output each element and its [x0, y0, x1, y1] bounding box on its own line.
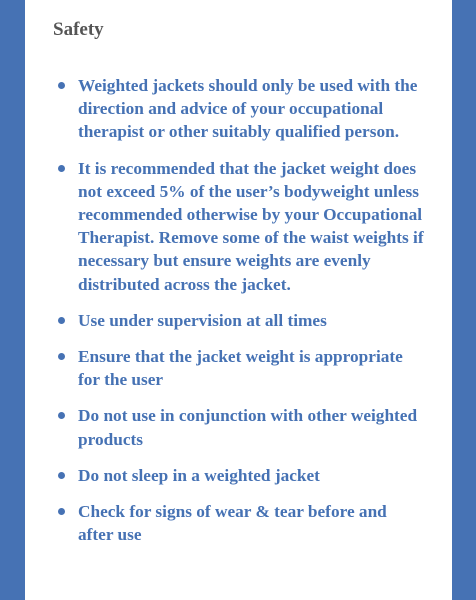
- bullet-icon: [58, 412, 65, 419]
- list-item-text: Do not use in conjunction with other weighted products: [78, 406, 418, 449]
- list-item-text: Do not sleep in a weighted jacket: [78, 465, 320, 485]
- section-heading: Safety: [53, 19, 104, 40]
- list-item: [53, 309, 425, 332]
- list-item: [53, 500, 425, 546]
- list-item-text: Check for signs of wear & tear before and after use: [78, 502, 387, 545]
- bullet-icon: [58, 508, 65, 515]
- list-item: [53, 74, 425, 144]
- bullet-icon: [58, 165, 65, 172]
- list-item-text: Ensure that the jacket weight is appropriate for the user: [78, 347, 403, 390]
- list-item-text: Weighted jackets should only be used with the direction and advice of your occupational therapist or other suitably qualified person.: [78, 76, 418, 142]
- list-item: [53, 157, 425, 296]
- list-item: [53, 464, 425, 487]
- list-item: [53, 404, 425, 450]
- bullet-icon: [58, 472, 65, 479]
- list-item-text: Use under supervision at all times: [78, 310, 327, 330]
- safety-list: [53, 74, 425, 559]
- bullet-icon: [58, 353, 65, 360]
- list-item-text: It is recommended that the jacket weight does not exceed 5% of the user’s bodyweight unless recommended otherwise by your Occupational Therapist. Remove some of the waist weights if necessary but ensure weights are evenly distributed across the jacket.: [78, 158, 424, 294]
- bullet-icon: [58, 317, 65, 324]
- list-item: [53, 345, 425, 391]
- document-page: [25, 0, 452, 600]
- bullet-icon: [58, 82, 65, 89]
